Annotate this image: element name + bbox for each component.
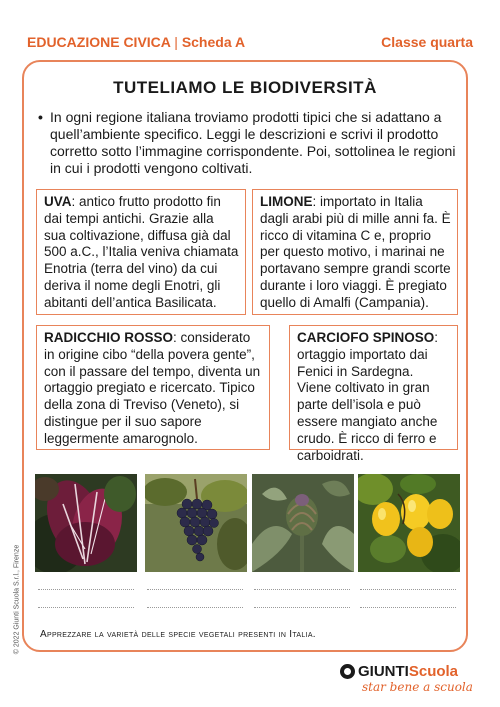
brand-name	[358, 663, 458, 680]
answer-line-1b[interactable]	[38, 607, 134, 608]
instructions	[38, 109, 458, 177]
card-uva	[36, 189, 246, 315]
answer-line-4b[interactable]	[360, 607, 456, 608]
card-title: LIMONE	[260, 194, 313, 209]
card-carciofo	[289, 325, 458, 463]
artichoke-photo	[252, 474, 354, 572]
header-subject: EDUCAZIONE CIVICA	[27, 34, 171, 50]
card-text: : ortaggio importato dai Fenici in Sardegna. Viene coltivato in gran parte dell’isola e può essere mangiato anche crudo. È ricco di ferro e carboidrati.	[297, 330, 439, 463]
grapes-photo	[145, 474, 247, 572]
header-separator: |	[174, 34, 178, 50]
card-title: RADICCHIO ROSSO	[44, 330, 174, 345]
card-radicchio	[36, 325, 270, 450]
card-limone	[252, 189, 458, 315]
header-sheet: Scheda A	[181, 34, 246, 50]
instructions-text: In ogni regione italiana troviamo prodotti tipici che si adattano a quell’ambiente specifico. Leggi le descrizioni e scrivi il prodotto corretto sotto l’immagine corrispondente. Poi, sottolinea le regioni in cui i prodotti vengono coltivati.	[50, 109, 456, 176]
brand-name-part2: Scuola	[408, 663, 459, 680]
answer-line-3a[interactable]	[254, 589, 350, 590]
copyright-text: © 2022 Giunti Scuola S.r.l., Firenze	[13, 544, 21, 655]
page-header	[27, 34, 473, 52]
answer-line-3b[interactable]	[254, 607, 350, 608]
answer-line-1a[interactable]	[38, 589, 134, 590]
radicchio-photo	[35, 474, 137, 572]
brand-logo	[340, 663, 473, 699]
answer-line-2b[interactable]	[147, 607, 243, 608]
page-title: TUTELIAMO LE BIODIVERSITÀ	[113, 78, 377, 97]
answer-line-2a[interactable]	[147, 589, 243, 590]
giunti-logo-icon	[340, 664, 355, 679]
bullet-icon: •	[38, 109, 43, 125]
answer-line-4a[interactable]	[360, 589, 456, 590]
header-grade: Classe quarta	[381, 34, 473, 50]
lemon-photo	[358, 474, 460, 572]
header-subject-line	[27, 34, 245, 50]
card-title: CARCIOFO SPINOSO	[297, 330, 435, 345]
brand-name-part1: GIUNTI	[358, 663, 409, 680]
card-text: : antico frutto prodotto fin dai tempi antichi. Grazie alla sua coltivazione, diffusa già dal 500 a.C., l’Italia veniva chiamata Enotria (terra del vino) da cui deriva il nome degli Enotri, gli abitanti dell’antica Basilicata.	[44, 194, 239, 310]
card-text: : considerato in origine cibo “della povera gente”, con il passare del tempo, diventa un ortaggio pregiato e ricercato. Tipico della zona di Treviso (Veneto), si distingue per il suo sapore leggermente amarognolo.	[44, 330, 261, 446]
card-text: : importato in Italia dagli arabi più di mille anni fa. È ricco di vitamina C e, proprio per questo motivo, i marinai ne portavano sempre grandi scorte durante i loro viaggi. È pregiato quello di Amalfi (Campania).	[260, 194, 451, 310]
brand-slogan: star bene a scuola	[362, 680, 473, 694]
card-title: UVA	[44, 194, 72, 209]
footer-note: Apprezzare la varietà delle specie vegetali presenti in Italia.	[40, 629, 316, 640]
